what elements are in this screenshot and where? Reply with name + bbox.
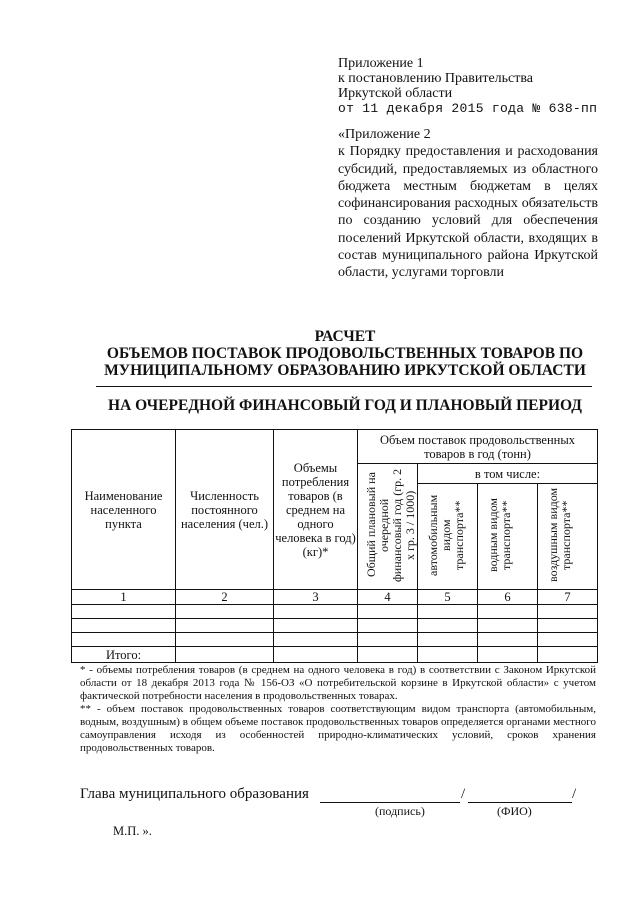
signature-slash-2: /: [572, 786, 577, 802]
header-including: в том числе:: [418, 464, 598, 484]
name-line: [468, 802, 572, 803]
col-number: 4: [358, 590, 418, 605]
appendix-1-decree-date: от 11 декабря 2015 года № 638-пп: [338, 101, 598, 116]
page-title: [70, 328, 620, 379]
calculation-table: [71, 429, 598, 663]
title-divider: [96, 386, 592, 387]
col-number: 3: [274, 590, 358, 605]
header-population: Численность постоянного населения (чел.): [176, 430, 274, 590]
footnote-2: ** - объем поставок продовольственных товаров соответствующим видом транспорта (автомобильным, водным, воздушным) в общем объеме поставок продовольственных товаров определяется органами местного самоуправления исходя из особенностей природно-климатических условий, сроков хранения продовольственных товаров.: [80, 703, 596, 754]
table-row: [72, 633, 598, 647]
appendix-1-line1: Приложение 1: [338, 56, 424, 71]
column-number-row: [72, 590, 598, 605]
footnotes: [80, 664, 596, 755]
signature-line: [320, 802, 460, 803]
appendix-1-line3: Иркутской области: [338, 86, 453, 101]
footnote-1: * - объемы потребления товаров (в среднем на одного человека в год) в соответствии с Законом Иркутской области от 18 декабря 2013 года № 156-ОЗ «О потребительской корзине в Иркутской области» с учетом фактической потребности населения в продовольственных товарах.: [80, 664, 596, 702]
signature-caption: (подпись): [375, 804, 425, 818]
header-total-planned-text: Общий плановый на очередной финансовый год (гр. 2 х гр. 3 / 1000): [363, 468, 417, 582]
appendix-1-header: [338, 56, 608, 116]
appendix-2-header: [338, 126, 598, 282]
header-total-planned: [358, 464, 418, 590]
total-label: Итого:: [72, 647, 176, 663]
name-caption: (ФИО): [497, 804, 532, 818]
col-number: 1: [72, 590, 176, 605]
signature-slash-1: /: [461, 786, 466, 802]
appendix-2-heading: «Приложение 2: [338, 127, 431, 142]
table-row: [72, 619, 598, 633]
header-supply-volume: Объем поставок продовольственных товаров в год (тонн): [358, 430, 598, 464]
col-number: 5: [418, 590, 478, 605]
total-row: [72, 647, 598, 663]
title-line4: НА ОЧЕРЕДНОЙ ФИНАНСОВЫЙ ГОД И ПЛАНОВЫЙ ПЕРИОД: [108, 397, 582, 414]
appendix-1-line2: к постановлению Правительства: [338, 71, 534, 86]
header-air-transport-text: воздушным видом транспорта**: [545, 487, 573, 583]
header-water-transport: [478, 484, 538, 590]
col-number: 7: [538, 590, 598, 605]
appendix-2-text: к Порядку предоставления и расходования субсидий, предоставляемых из областного бюджета местным бюджетам в целях софинансирования расходных обязательств по созданию условий для обеспечения поселений Иркутской области, входящих в состав муниципального района Иркутской области, услугами торговли: [338, 144, 598, 281]
header-settlement-name: Наименование населенного пункта: [72, 430, 176, 590]
col-number: 2: [176, 590, 274, 605]
title-line2: ОБЪЕМОВ ПОСТАВОК ПРОДОВОЛЬСТВЕННЫХ ТОВАРОВ ПО: [106, 345, 584, 362]
title-line3: МУНИЦИПАЛЬНОМУ ОБРАЗОВАНИЮ ИРКУТСКОЙ ОБЛАСТИ: [104, 362, 586, 379]
seal-place: М.П. ».: [113, 824, 152, 838]
title-line1: РАСЧЕТ: [314, 328, 376, 345]
header-air-transport: [538, 484, 598, 590]
col-number: 6: [478, 590, 538, 605]
header-consumption: Объемы потребления товаров (в среднем на одного человека в год) (кг)*: [274, 430, 358, 590]
header-water-transport-text: водным видом транспорта**: [485, 498, 513, 572]
header-auto-transport: [418, 484, 478, 590]
table-row: [72, 605, 598, 619]
signature-label: Глава муниципального образования: [80, 786, 309, 802]
header-auto-transport-text: автомобильным видом транспорта**: [425, 494, 466, 576]
